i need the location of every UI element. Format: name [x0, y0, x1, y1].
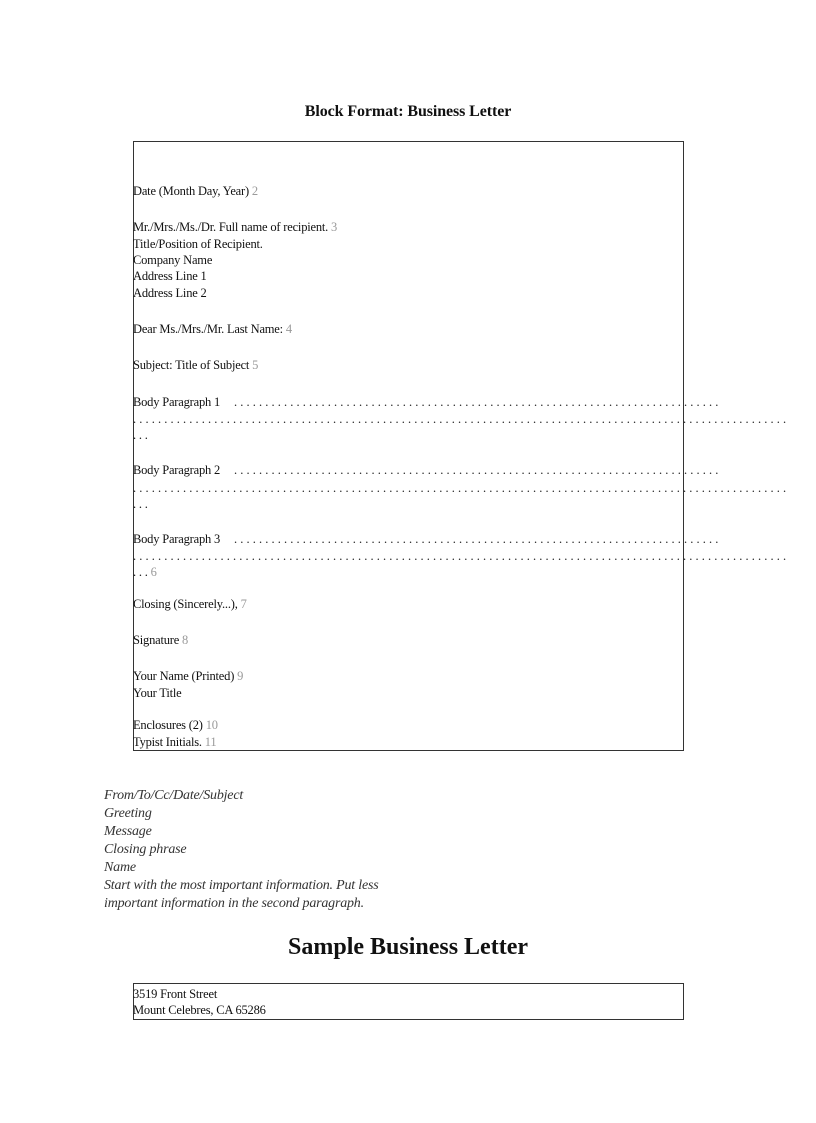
note-line-6: Start with the most important information. Put less	[104, 878, 379, 893]
your-title-line: Your Title	[133, 686, 182, 700]
recipient-name-label: Mr./Mrs./Ms./Dr. Full name of recipient.	[133, 220, 329, 234]
body-paragraph-2-dots: . . . . . . . . . . . . . . . . . . . . . . . . . . . . . . . . . . . . . . . . . . . . . . . . . . . . . . . . . . . . . . . . . . . . . . . . . . . . . .	[234, 463, 719, 477]
note-line-7: important information in the second paragraph.	[104, 896, 364, 911]
body-paragraph-1-dots-2: . . . . . . . . . . . . . . . . . . . . . . . . . . . . . . . . . . . . . . . . . . . . . . . . . . . . . . . . . . . . . . . . . . . . . . . . . . . . . . . . . . . . . . . . . . . . . . . . . . . . . . . . .	[133, 412, 787, 426]
body-paragraph-3-end	[133, 564, 157, 580]
enclosures-number: 10	[205, 718, 218, 732]
body-paragraph-2-dots-2: . . . . . . . . . . . . . . . . . . . . . . . . . . . . . . . . . . . . . . . . . . . . . . . . . . . . . . . . . . . . . . . . . . . . . . . . . . . . . . . . . . . . . . . . . . . . . . . . . . . . . . . . .	[133, 481, 787, 495]
page-title: Block Format: Business Letter	[304, 103, 512, 120]
body-paragraph-1-label: Body Paragraph 1	[133, 395, 221, 409]
signature-number: 8	[182, 633, 189, 647]
recipient-title-line: Title/Position of Recipient.	[133, 237, 263, 251]
typist-line	[133, 734, 216, 750]
typist-number: 11	[204, 735, 217, 749]
body-paragraph-3-dots-2: . . . . . . . . . . . . . . . . . . . . . . . . . . . . . . . . . . . . . . . . . . . . . . . . . . . . . . . . . . . . . . . . . . . . . . . . . . . . . . . . . . . . . . . . . . . . . . . . . . . . . . . . .	[133, 549, 787, 563]
subject-line	[133, 357, 258, 373]
your-name-number: 9	[237, 669, 244, 683]
subject-label: Subject: Title of Subject	[133, 358, 250, 372]
note-line-3: Message	[104, 824, 152, 839]
enclosures-label: Enclosures (2)	[133, 718, 203, 732]
sample-city-line: Mount Celebres, CA 65286	[133, 1003, 266, 1017]
note-line-4: Closing phrase	[104, 842, 187, 857]
salutation-line	[133, 321, 292, 337]
body-paragraph-3-label: Body Paragraph 3	[133, 532, 221, 546]
your-name-line	[133, 668, 243, 684]
date-line	[133, 183, 258, 199]
enclosures-line	[133, 717, 218, 733]
closing-label: Closing (Sincerely...),	[133, 597, 238, 611]
note-line-5: Name	[104, 860, 136, 875]
body-end-dots: . . .	[133, 565, 148, 579]
note-line-1: From/To/Cc/Date/Subject	[104, 788, 244, 803]
body-paragraph-3-dots: . . . . . . . . . . . . . . . . . . . . . . . . . . . . . . . . . . . . . . . . . . . . . . . . . . . . . . . . . . . . . . . . . . . . . . . . . . . . . .	[234, 532, 719, 546]
body-number: 6	[150, 565, 157, 579]
sample-letter-title: Sample Business Letter	[288, 934, 528, 960]
sample-street-line: 3519 Front Street	[133, 987, 218, 1001]
body-paragraph-1-end: . . .	[133, 428, 148, 442]
body-paragraph-2-end: . . .	[133, 497, 148, 511]
subject-number: 5	[252, 358, 259, 372]
date-label: Date (Month Day, Year)	[133, 184, 249, 198]
salutation-number: 4	[285, 322, 292, 336]
recipient-name-line	[133, 219, 337, 235]
address-line-2: Address Line 2	[133, 286, 207, 300]
date-number: 2	[251, 184, 258, 198]
recipient-number: 3	[331, 220, 338, 234]
closing-number: 7	[240, 597, 247, 611]
closing-line	[133, 596, 247, 612]
signature-label: Signature	[133, 633, 180, 647]
note-line-2: Greeting	[104, 806, 152, 821]
signature-line	[133, 632, 188, 648]
body-paragraph-2-label: Body Paragraph 2	[133, 463, 221, 477]
your-name-label: Your Name (Printed)	[133, 669, 235, 683]
salutation-label: Dear Ms./Mrs./Mr. Last Name:	[133, 322, 283, 336]
typist-label: Typist Initials.	[133, 735, 202, 749]
company-line: Company Name	[133, 253, 213, 267]
body-paragraph-1-dots: . . . . . . . . . . . . . . . . . . . . . . . . . . . . . . . . . . . . . . . . . . . . . . . . . . . . . . . . . . . . . . . . . . . . . . . . . . . . . .	[234, 395, 719, 409]
address-line-1: Address Line 1	[133, 269, 207, 283]
